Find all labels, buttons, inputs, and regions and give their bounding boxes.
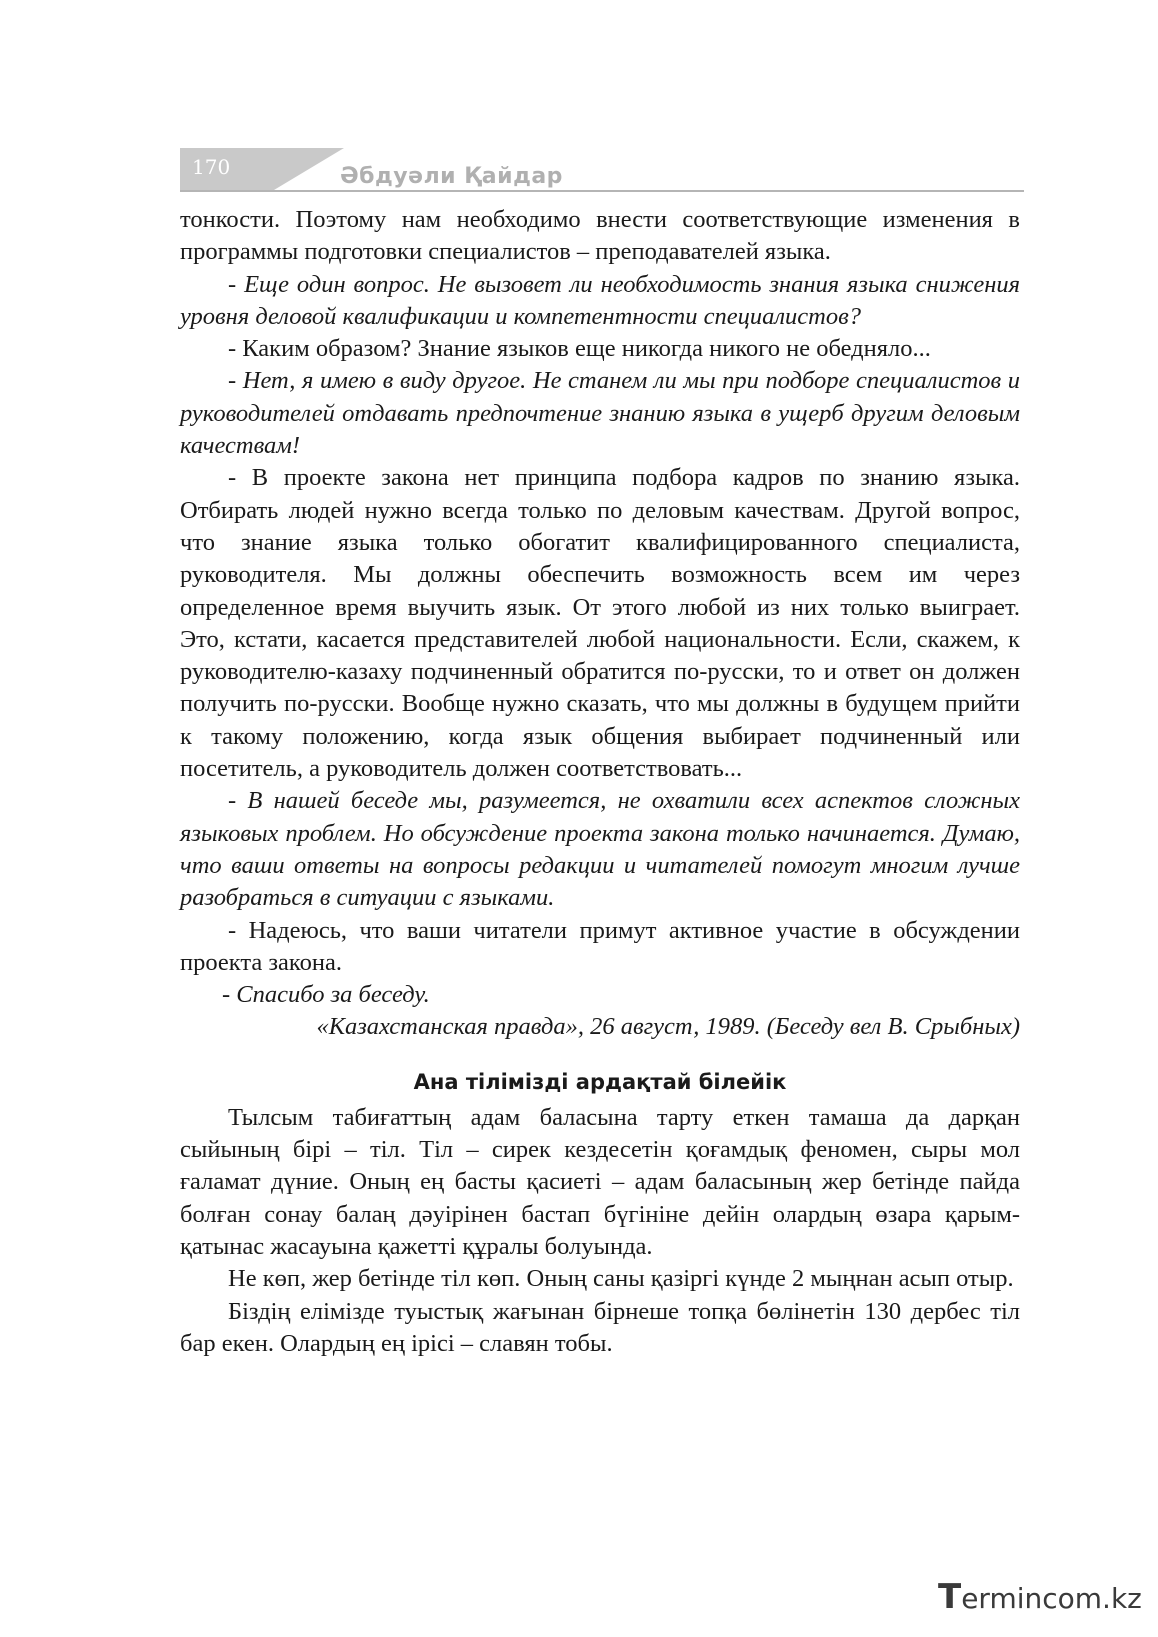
paragraph-question: - В нашей беседе мы, разумеется, не охватили всех аспектов сложных языковых проблем. Но обсуждение проекта закона только начинается. Думаю, что ваши ответы на вопросы редакции и читателей помогут многим лучше разобраться в ситуации с языками. bbox=[180, 787, 1020, 912]
page-body bbox=[180, 204, 1020, 1360]
section-heading: Ана тілімізді ардақтай білейік bbox=[413, 1069, 787, 1094]
paragraph: Не көп, жер бетінде тіл көп. Оның саны қазіргі күнде 2 мыңнан асып отыр. bbox=[228, 1265, 1014, 1293]
running-header bbox=[180, 148, 1024, 196]
watermark-initial: T bbox=[938, 1577, 962, 1617]
paragraph: Біздің елімізде туыстық жағынан бірнеше топқа бөлінетін 130 дербес тіл бар екен. Олардың ең ірісі – славян тобы. bbox=[180, 1297, 1020, 1357]
paragraph-question: - Нет, я имею в виду другое. Не станем ли мы при подборе специалистов и руководителей отдавать предпочтение знанию языка в ущерб другим деловым качествам! bbox=[180, 367, 1020, 460]
paragraph-answer: - Надеюсь, что ваши читатели примут активное участие в обсуждении проекта закона. bbox=[180, 916, 1020, 976]
paragraph-question: - Еще один вопрос. Не вызовет ли необходимость знания языка снижения уровня деловой квалификации и компетентности специалистов? bbox=[180, 270, 1020, 330]
watermark-text: ermincom.kz bbox=[961, 1582, 1142, 1615]
header-rule bbox=[180, 190, 1024, 192]
paragraph-thanks: - Спасибо за беседу. bbox=[222, 981, 430, 1009]
watermark-logo bbox=[938, 1577, 1142, 1617]
paragraph-answer: - Каким образом? Знание языков еще никогда никого не обедняло... bbox=[228, 335, 931, 363]
paragraph-answer: - В проекте закона нет принципа подбора кадров по знанию языка. Отбирать людей нужно всегда только по деловым качествам. Другой вопрос, что знание языка только обогатит квалифицированного специалиста, руководителя. Мы должны обеспечить возможность всем им через определенное время выучить язык. От этого любой из них только выиграет. Это, кстати, касается представителей любой национальности. Если, скажем, к руководителю-казаху подчиненный обратится по-русски, то и ответ он должен получить по-русски. Вообще нужно сказать, что мы должны в будущем прийти к такому положению, когда язык общения выбирает подчиненный или посетитель, а руководитель должен соответствовать... bbox=[180, 464, 1020, 783]
page-number: 170 bbox=[180, 148, 274, 190]
paragraph: тонкости. Поэтому нам необходимо внести соответствующие изменения в программы подготовки специалистов – преподавателей языка. bbox=[180, 206, 1020, 266]
source-citation: «Казахстанская правда», 26 август, 1989. (Беседу вел В. Срыбных) bbox=[316, 1013, 1020, 1041]
running-header-author: Әбдуәли Қайдар bbox=[340, 164, 563, 189]
paragraph: Тылсым табиғаттың адам баласына тарту еткен тамаша да дарқан сыйының бірі – тіл. Тіл – сирек кездесетін қоғамдық феномен, сыры мол ғаламат дүние. Оның ең басты қасиеті – адам баласының жер бетінде пайда болған сонау балаң дәуірінен бастап бүгініне дейін олардың өзара қарым-қатынас жасауына қажетті құралы болуында. bbox=[180, 1103, 1020, 1260]
